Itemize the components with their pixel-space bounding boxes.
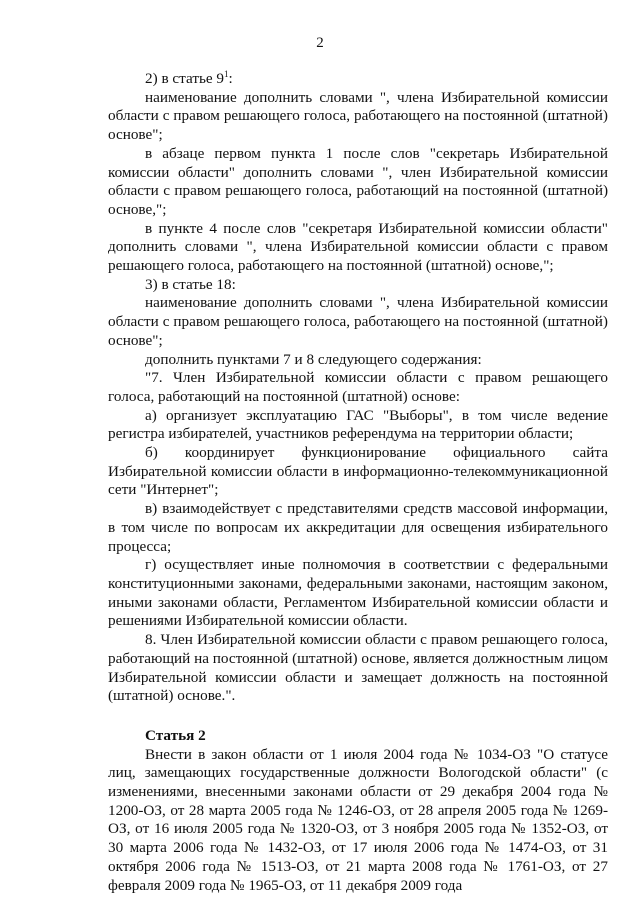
- paragraph: г) осуществляет иные полномочия в соответствии с федеральными конституционными законами, федеральными законами, настоящим законом, иными законами области, Регламентом Избирательной комиссии области и решениями Избирательной комиссии области.: [108, 556, 608, 630]
- paragraph: а) организует эксплуатацию ГАС "Выборы", в том числе ведение регистра избирателей, участников референдума на территории области;: [108, 406, 608, 443]
- paragraph: в пункте 4 после слов "секретаря Избирательной комиссии области" дополнить словами ", члена Избирательной комиссии области с правом решающего голоса, работающего на постоянной (штатной) основе,";: [108, 219, 608, 275]
- section-gap: [108, 706, 608, 727]
- page-number: 2: [316, 35, 324, 51]
- item-2-superscript: 1: [224, 69, 229, 79]
- paragraph: дополнить пунктами 7 и 8 следующего содержания:: [145, 350, 482, 368]
- item-2-heading: [108, 70, 608, 89]
- article-paragraph: Внести в закон области от 1 июля 2004 года № 1034-ОЗ "О статусе лиц, замещающих государственные должности Вологодской области" (с изменениями, внесенными законами области от 29 декабря 2004 года № 1200-ОЗ, от 28 марта 2005 года № 1246-ОЗ, от 28 апреля 2005 года № 1269-ОЗ, от 16 июля 2005 года № 1320-ОЗ, от 3 ноября 2005 года № 1352-ОЗ, от 30 марта 2006 года № 1432-ОЗ, от 17 июля 2006 года № 1474-ОЗ, от 31 октября 2006 года № 1513-ОЗ, от 21 марта 2008 года № 1761-ОЗ, от 27 февраля 2009 года № 1965-ОЗ, от 11 декабря 2009 года: [108, 745, 608, 894]
- paragraph: 8. Член Избирательной комиссии области с правом решающего голоса, работающий на постоянной (штатной) основе, является должностным лицом Избирательной комиссии области и замещает должность на постоянной (штатной) основе.".: [108, 631, 609, 705]
- paragraph: наименование дополнить словами ", члена Избирательной комиссии области с правом решающего голоса, работающего на постоянной (штатной) основе";: [108, 294, 608, 349]
- paragraph: в) взаимодействует с представителями средств массовой информации, в том числе по вопросам их аккредитации для освещения избирательного процесса;: [108, 500, 608, 555]
- paragraph: 3) в статье 18:: [145, 275, 236, 293]
- paragraph: наименование дополнить словами ", члена Избирательной комиссии области с правом решающего голоса, работающего на постоянной (штатной) основе";: [108, 88, 608, 144]
- article-heading: Статья 2: [145, 726, 206, 744]
- paragraph: в абзаце первом пункта 1 после слов "секретарь Избирательной комиссии области" дополнить словами ", член Избирательной комиссии области с правом решающего голоса, работающий на постоянной (штатной) основе,";: [108, 144, 608, 218]
- item-2-suffix: :: [228, 70, 233, 87]
- paragraph: "7. Член Избирательной комиссии области с правом решающего голоса, работающий на постоянной (штатной) основе:: [108, 369, 608, 405]
- item-2-prefix: 2) в статье 9: [145, 70, 225, 87]
- document-body: [108, 70, 608, 895]
- paragraph: б) координирует функционирование официального сайта Избирательной комиссии области в информационно-телекоммуникационной сети "Интернет";: [108, 444, 608, 499]
